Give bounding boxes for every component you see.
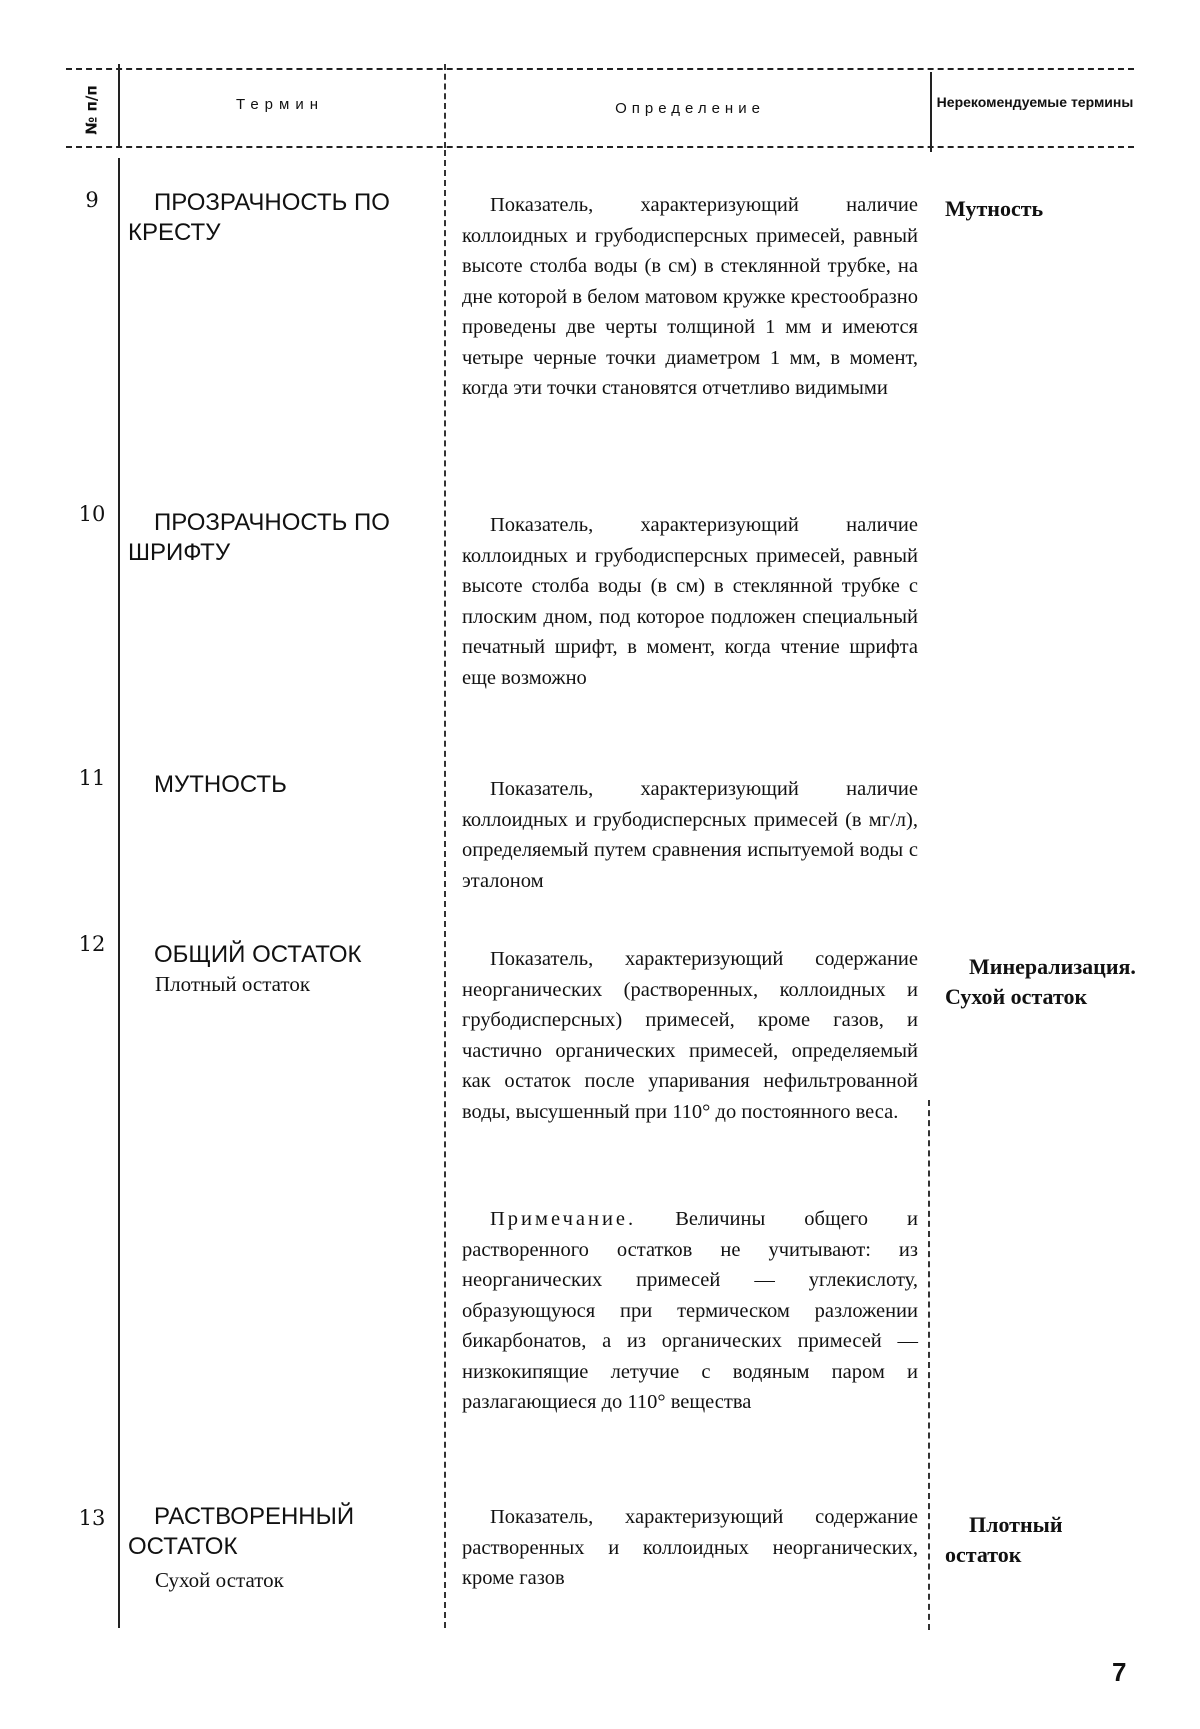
term: [128, 508, 438, 568]
term-text: РАСТВОРЕННЫЙ ОСТАТОК: [128, 1502, 438, 1562]
nonrecommended-term: Мутность: [945, 194, 1130, 224]
row-number: 13: [72, 1506, 112, 1530]
note-text: Величины общего и растворенного остатков не учитывают: из неорганических примесей — углекислоту, образующуюся при термическом разложении бикарбонатов, а из органических примесей — низкокипящие летучие с водяным паром и разлагающиеся до 110° вещества: [462, 1208, 918, 1413]
column-separator: [444, 150, 446, 1628]
definition: Показатель, характеризующий содержание растворенных и коллоидных неорганических, кроме газов: [462, 1502, 918, 1594]
header-number: № п/п: [70, 70, 114, 150]
term: [128, 940, 438, 970]
column-separator: [930, 72, 932, 152]
term-text: ПРОЗРАЧНОСТЬ ПО КРЕСТУ: [128, 188, 438, 248]
row-number: 9: [72, 188, 112, 212]
term: [128, 188, 438, 248]
nonrecommended-term: Плотный остаток: [945, 1510, 1130, 1570]
note-label: Примечание.: [490, 1208, 636, 1230]
term-text: ОБЩИЙ ОСТАТОК: [128, 940, 438, 970]
page-number: 7: [1112, 1657, 1126, 1688]
term-synonym: Плотный остаток: [155, 972, 445, 996]
term-text: МУТНОСТЬ: [128, 770, 438, 800]
nonrecommended-term: Минерализация. Сухой остаток: [945, 952, 1130, 1012]
definition: Показатель, характеризующий содержание неорганических (растворенных, коллоидных и грубодисперсных) примесей, кроме газов, и частично органических примесей, определяемый как остаток после упаривания нефильтрованной воды, высушенный при 110° до постоянного веса.: [462, 944, 918, 1127]
row-number: 12: [72, 932, 112, 956]
header-top-rule: [66, 68, 1134, 70]
header-definition: Определение: [460, 100, 920, 117]
definition: Показатель, характеризующий наличие коллоидных и грубодисперсных примесей (в мг/л), определяемый путем сравнения испытуемой воды с эталоном: [462, 774, 918, 896]
header-nonrecommended: Нерекомендуемые термины: [935, 94, 1135, 110]
header-term: Термин: [120, 96, 440, 113]
definition-note: [462, 1204, 918, 1418]
row-number: 10: [72, 502, 112, 526]
term-text: ПРОЗРАЧНОСТЬ ПО ШРИФТУ: [128, 508, 438, 568]
term: [128, 770, 438, 800]
term: [128, 1502, 438, 1562]
definition: Показатель, характеризующий наличие коллоидных и грубодисперсных примесей, равный высоте столба воды (в см) в стеклянной трубке, на дне которой в белом матовом кружке крестообразно проведены две черты толщиной 1 мм и имеются четыре черные точки диаметром 1 мм, в момент, когда эти точки становятся отчетливо видимыми: [462, 190, 918, 404]
column-separator: [118, 158, 120, 1628]
term-synonym: Сухой остаток: [155, 1568, 445, 1592]
column-separator: [444, 64, 446, 148]
row-number: 11: [72, 766, 112, 790]
definition: Показатель, характеризующий наличие коллоидных и грубодисперсных примесей, равный высоте столба воды (в см) в стеклянной трубке с плоским дном, под которое подложен специальный печатный шрифт, в момент, когда чтение шрифта еще возможно: [462, 510, 918, 693]
column-separator: [928, 1100, 930, 1630]
document-page: [0, 0, 1200, 1729]
header-bottom-rule: [66, 146, 1134, 148]
